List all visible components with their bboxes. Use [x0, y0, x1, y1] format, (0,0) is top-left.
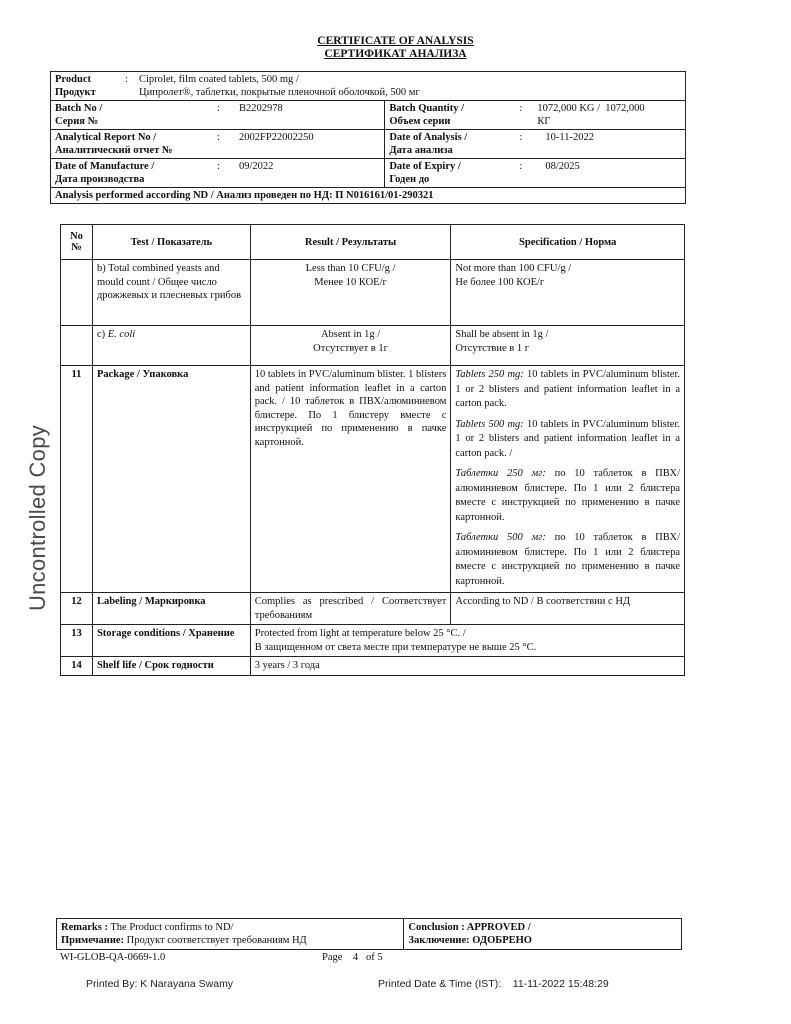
- analysis-date-cell: Date of Analysis / Дата анализа : 10-11-2022: [385, 130, 686, 159]
- mfg-label-ru: Дата производства: [55, 174, 145, 185]
- storage-test: Storage conditions / Хранение: [92, 625, 250, 657]
- analysis-according: Analysis performed according ND / Анализ проведен по НД: П N016161/01-290321: [51, 188, 686, 204]
- document-title-ru: СЕРТИФИКАТ АНАЛИЗА: [324, 48, 467, 60]
- col-header-no: No №: [61, 225, 93, 260]
- labeling-spec: According to ND / В соответствии с НД: [451, 593, 685, 625]
- labeling-result: Complies as prescribed / Соответствует требованиям: [250, 593, 451, 625]
- remarks-cell: [57, 919, 404, 950]
- batch-qty-label: Batch Quantity /: [389, 103, 465, 114]
- test-results-table: [60, 224, 685, 676]
- remarks-text-ru: Продукт соответствует требованиям НД: [126, 935, 307, 946]
- analysis-date-label-ru: Дата анализа: [389, 145, 453, 156]
- expiry-cell: Date of Expiry / Годен до : 08/2025: [385, 159, 686, 188]
- ecoli-result: Absent in 1g / Отсутствует в 1г: [250, 326, 451, 366]
- header-info-table: [50, 71, 686, 204]
- yeast-result: Less than 10 CFU/g / Менее 10 КОЕ/г: [250, 260, 451, 326]
- table-row: [61, 260, 685, 326]
- doc-code: WI-GLOB-QA-0669-1.0: [60, 952, 166, 963]
- batch-qty-label-ru: Объем серии: [389, 116, 451, 127]
- ecoli-test: c) E. coli: [92, 326, 250, 366]
- batch-label: Batch No /: [55, 103, 103, 114]
- mfg-cell: Date of Manufacture / Дата производства : 09/2022: [51, 159, 385, 188]
- batch-qty-value: 1072,000 KG / 1072,000: [537, 103, 645, 114]
- printed-by: Printed By: K Narayana Swamy: [86, 978, 234, 990]
- batch-qty-value-ru: КГ: [537, 116, 551, 127]
- mfg-value: 09/2022: [239, 161, 274, 172]
- row-number: 12: [61, 593, 93, 625]
- table-row: [61, 593, 685, 625]
- batch-qty-cell: Batch Quantity / Объем серии : 1072,000 KG / 1072,000 КГ: [385, 101, 686, 130]
- report-label: Analytical Report No /: [55, 132, 157, 143]
- col-header-result: Result / Результаты: [250, 225, 451, 260]
- remarks-label: Remarks :: [61, 922, 108, 933]
- storage-value: Protected from light at temperature below 25 °C. / В защищенном от света месте при температуре не выше 25 °C.: [250, 625, 684, 657]
- product-row: Product Продукт : Ciprolet, film coated tablets, 500 mg / Ципролет®, таблетки, покрытые пленочной оболочкой, 500 мг: [51, 72, 686, 101]
- yeast-spec: Not more than 100 CFU/g / Не более 100 КОЕ/г: [451, 260, 685, 326]
- conclusion-cell: [404, 919, 682, 950]
- document-title: CERTIFICATE OF ANALYSIS: [317, 35, 474, 47]
- yeast-test: b) Total combined yeasts and mould count / Общее число дрожжевых и плесневых грибов: [92, 260, 250, 326]
- ecoli-spec: Shall be absent in 1g / Отсутствие в 1 г: [451, 326, 685, 366]
- table-row: [61, 657, 685, 676]
- analysis-date-value: 10-11-2022: [545, 132, 594, 143]
- expiry-label: Date of Expiry /: [389, 161, 461, 172]
- report-value: 2002FP22002250: [239, 132, 314, 143]
- remarks-label-ru: Примечание:: [61, 935, 125, 946]
- batch-cell: Batch No / Серия № : B2202978: [51, 101, 385, 130]
- labeling-test: Labeling / Маркировка: [92, 593, 250, 625]
- expiry-label-ru: Годен до: [389, 174, 430, 185]
- package-test: Package / Упаковка: [92, 366, 250, 593]
- product-label: Product: [55, 74, 91, 85]
- conclusion-text: Conclusion : APPROVED /: [408, 922, 531, 933]
- remarks-text: The Product confirms to ND/: [110, 922, 234, 933]
- product-value-ru: Ципролет®, таблетки, покрытые пленочной оболочкой, 500 мг: [139, 87, 420, 98]
- uncontrolled-copy-watermark: Uncontrolled Copy: [25, 424, 50, 612]
- batch-value: B2202978: [239, 103, 283, 114]
- expiry-value: 08/2025: [545, 161, 580, 172]
- analysis-date-label: Date of Analysis /: [389, 132, 468, 143]
- report-cell: Analytical Report No / Аналитический отчет № : 2002FP22002250: [51, 130, 385, 159]
- printed-date: Printed Date & Time (IST): 11-11-2022 15:48:29: [378, 978, 609, 990]
- product-label-ru: Продукт: [55, 87, 96, 98]
- report-label-ru: Аналитический отчет №: [55, 145, 173, 156]
- row-number: 13: [61, 625, 93, 657]
- page-indicator: Page 4 of 5: [322, 952, 383, 963]
- remarks-table: [56, 918, 682, 950]
- shelf-test: Shelf life / Срок годности: [92, 657, 250, 676]
- col-header-test: Test / Показатель: [92, 225, 250, 260]
- mfg-label: Date of Manufacture /: [55, 161, 155, 172]
- table-header-row: [61, 225, 685, 260]
- shelf-value: 3 years / 3 года: [250, 657, 684, 676]
- conclusion-text-ru: Заключение: ОДОБРЕНО: [408, 935, 532, 946]
- table-row: [61, 366, 685, 593]
- row-number: 14: [61, 657, 93, 676]
- col-header-spec: Specification / Норма: [451, 225, 685, 260]
- table-row: [61, 625, 685, 657]
- row-number: 11: [61, 366, 93, 593]
- package-spec: Tablets 250 mg: 10 tablets in PVC/aluminum blister. 1 or 2 blisters and patient information leaflet in a carton pack. Tablets 500 mg: 10 tablets in PVC/aluminum blister. 1 or 2 blisters and patient information leaflet in a carton pack. / Таблетки 250 мг: по 10 таблеток в ПВХ/алюминиевом блистере. По 1 или 2 блистера вместе с инструкцией по применению в пачке картонной. Таблетки 500 мг: по 10 таблеток в ПВХ/алюминиевом блистере. По 1 или 2 блистера вместе с инструкцией по применению в пачке картонной.: [451, 366, 685, 593]
- table-row: [61, 326, 685, 366]
- package-result: 10 tablets in PVC/aluminum blister. 1 blisters and patient information leaflet in a carton pack. / 10 таблеток в ПВХ/алюминиевом блистере. По 1 блистеру вместе с инструкцией по применению в пачке картонной.: [250, 366, 451, 593]
- batch-label-ru: Серия №: [55, 116, 99, 127]
- product-value: Ciprolet, film coated tablets, 500 mg /: [139, 74, 299, 85]
